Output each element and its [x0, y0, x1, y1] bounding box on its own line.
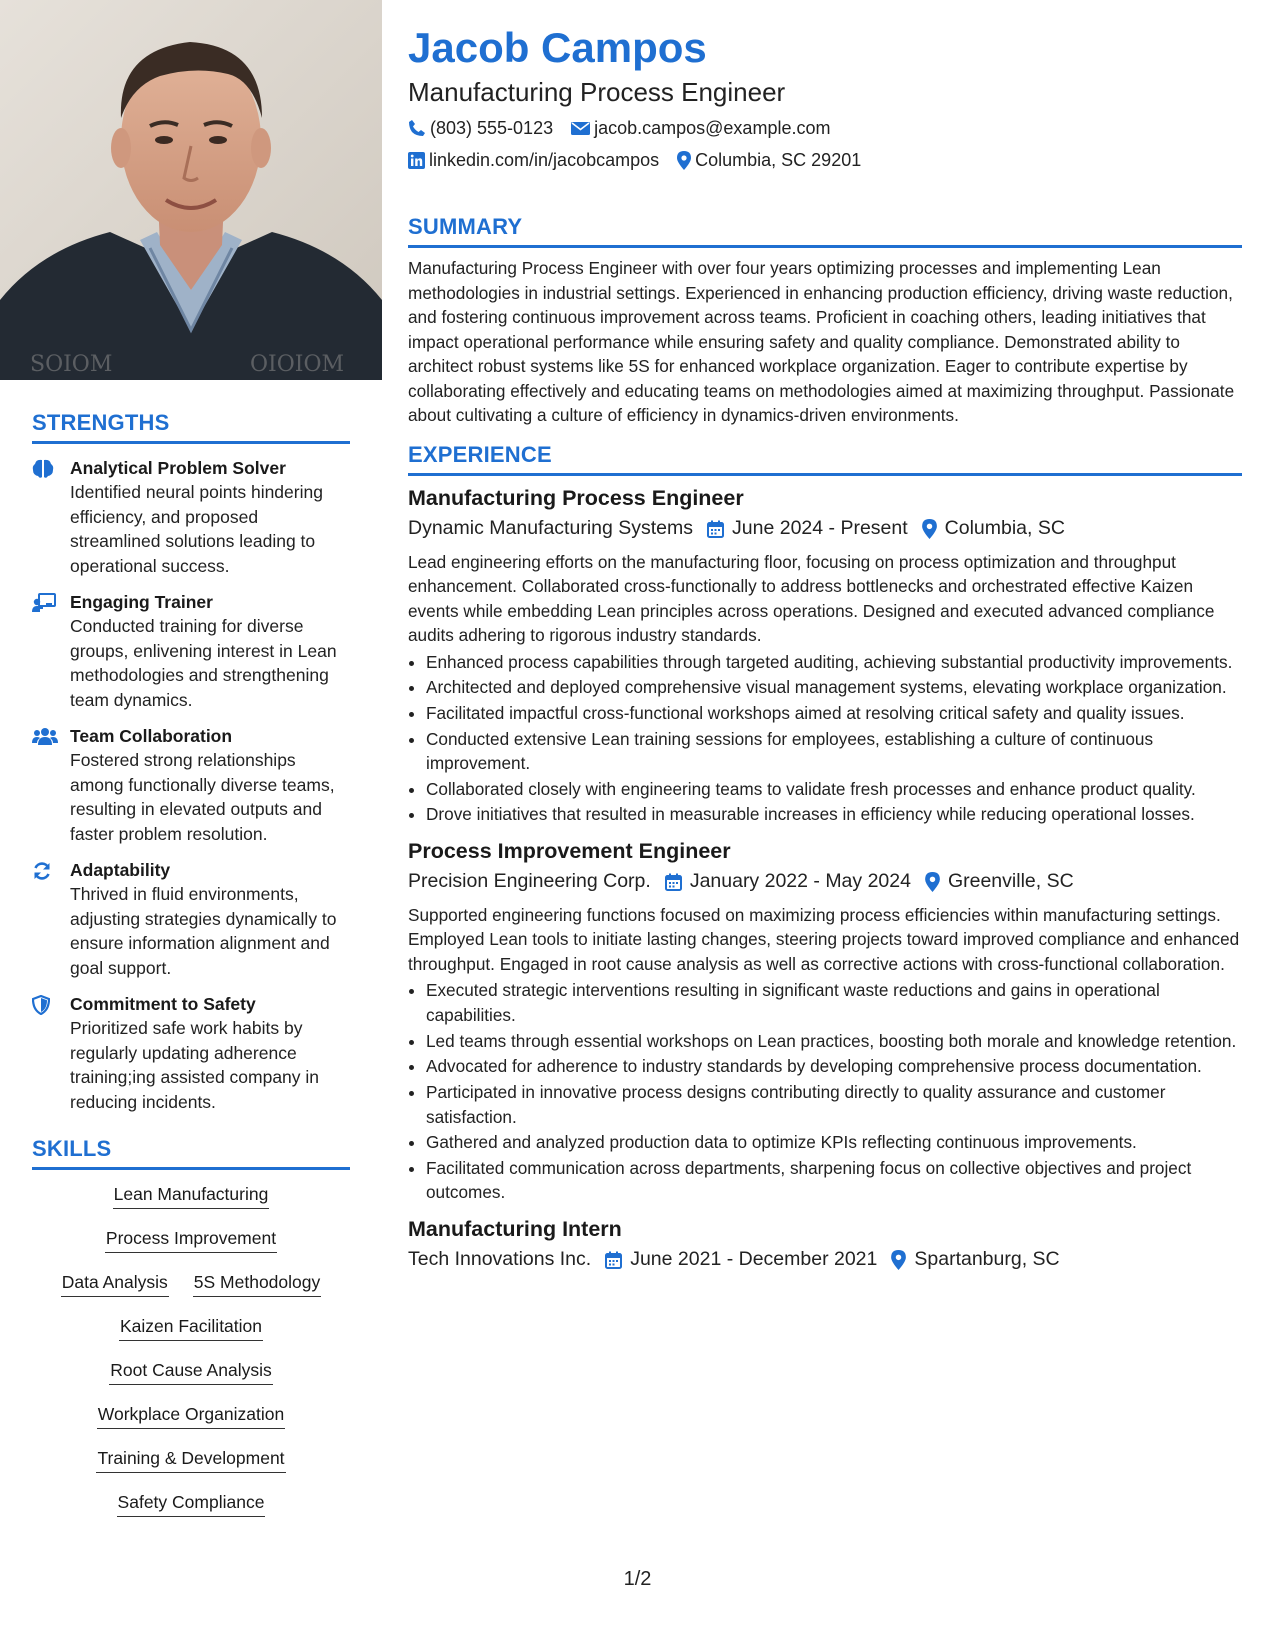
job-title: Manufacturing Process Engineer [408, 485, 744, 510]
job-dates: January 2022 - May 2024 [689, 870, 911, 893]
phone-text: (803) 555-0123 [430, 117, 554, 138]
job-description: Supported engineering functions focused on maximizing process efficiencies within manufacturing settings. Employed Lean tools to initiate lasting changes, steering projects toward improved compliance and enhanced throughput. Engaged in root cause analysis as well as corrective actions with cross-functional collaboration. [408, 904, 1240, 974]
linkedin-text: linkedin.com/in/jacobcampos [429, 149, 660, 170]
job-meta [408, 515, 1242, 543]
watermark-left: SOIOM [30, 352, 113, 377]
email-contact[interactable] [571, 118, 830, 139]
list-item: • Drove initiatives that resulted in measurable increases in efficiency while reducing operational losses. [426, 802, 1242, 827]
experience-heading: EXPERIENCE [408, 442, 1242, 476]
strength-item [32, 456, 350, 578]
job-location: Spartanburg, SC [914, 1248, 1060, 1271]
list-item: • Collaborated closely with engineering teams to validate fresh processes and enhance product quality. [426, 777, 1242, 802]
strength-item [32, 858, 350, 980]
left-column [32, 410, 350, 1534]
candidate-name: Jacob Campos [408, 24, 707, 71]
right-column [408, 22, 1242, 1274]
job-dates: June 2024 - Present [732, 517, 908, 539]
shield-icon [32, 995, 50, 1015]
strength-title: Analytical Problem Solver [70, 458, 286, 478]
skill-tag: Root Cause Analysis [109, 1358, 272, 1385]
job-entry [408, 484, 1242, 827]
list-item: • Executed strategic interventions resulting in significant waste reductions and gains in operational capabilities. [426, 978, 1242, 1027]
job-title: Manufacturing Intern [408, 1216, 622, 1241]
summary-heading: SUMMARY [408, 214, 1242, 248]
list-item: • Advocated for adherence to industry standards by developing comprehensive process documentation. [426, 1054, 1242, 1079]
skill-tag: Kaizen Facilitation [119, 1314, 263, 1341]
strength-desc: Prioritized safe work habits by regularly updating adherence training;ing assisted company in reducing incidents. [70, 1018, 320, 1112]
job-entry [408, 837, 1242, 1205]
list-item: • Gathered and analyzed production data to optimize KPIs reflecting continuous improvements. [426, 1130, 1242, 1155]
strength-title: Engaging Trainer [70, 592, 213, 612]
strength-desc: Thrived in fluid environments, adjusting strategies dynamically to ensure information alignment and goal support. [70, 884, 337, 978]
candidate-title: Manufacturing Process Engineer [408, 77, 786, 107]
list-item: • Architected and deployed comprehensive visual management systems, elevating workplace organization. [426, 675, 1242, 700]
map-pin-icon [891, 1250, 906, 1270]
calendar-icon [665, 873, 682, 891]
strength-title: Adaptability [70, 860, 171, 880]
skills-list [32, 1182, 350, 1517]
job-company: Dynamic Manufacturing Systems [408, 517, 694, 539]
list-item: • Facilitated impactful cross-functional workshops aimed at resolving critical safety and quality issues. [426, 701, 1242, 726]
job-location: Columbia, SC [944, 517, 1065, 539]
sync-icon [32, 861, 52, 881]
page-number: 1/2 [623, 1568, 652, 1590]
job-dates: June 2021 - December 2021 [630, 1248, 878, 1271]
strength-desc: Conducted training for diverse groups, enlivening interest in Lean methodologies and strengthening team dynamics. [70, 616, 337, 710]
list-item: • Conducted extensive Lean training sessions for employees, establishing a culture of continuous improvement. [426, 727, 1242, 776]
contact-row [408, 148, 1242, 172]
map-pin-icon [677, 151, 691, 170]
job-company: Tech Innovations Inc. [408, 1248, 592, 1271]
job-meta [408, 868, 1242, 896]
job-description: Lead engineering efforts on the manufacturing floor, focusing on process optimization and throughput enhancement. Collaborated cross-functionally to address bottlenecks and orchestrated effective Kaizen events while embedding Lean principles across operations. Designed and executed advanced compliance audits adhering to rigorous industry standards. [408, 551, 1215, 645]
watermark-right: OIOIOM [250, 352, 345, 377]
linkedin-icon [408, 152, 425, 169]
phone-contact[interactable] [408, 118, 553, 139]
map-pin-icon [925, 872, 940, 892]
skills-heading: SKILLS [32, 1136, 350, 1170]
skill-tag: Safety Compliance [117, 1490, 266, 1517]
map-pin-icon [922, 519, 937, 539]
skill-tag: Process Improvement [105, 1226, 277, 1253]
strength-title: Team Collaboration [70, 726, 233, 746]
location-text: Columbia, SC 29201 [695, 149, 862, 170]
users-icon [32, 727, 58, 745]
profile-photo [0, 0, 382, 380]
job-bullets [408, 650, 1242, 827]
email-text: jacob.campos@example.com [594, 117, 831, 138]
skill-tag: 5S Methodology [193, 1270, 321, 1297]
skill-tag: Data Analysis [61, 1270, 169, 1297]
list-item: • Enhanced process capabilities through targeted auditing, achieving substantial productivity improvements. [426, 650, 1242, 675]
strength-item [32, 992, 350, 1114]
strength-item [32, 724, 350, 846]
brain-icon [32, 459, 54, 479]
calendar-icon [605, 1251, 622, 1269]
list-item: • Facilitated communication across departments, sharpening focus on collective objectives and project outcomes. [426, 1156, 1242, 1205]
strength-item [32, 590, 350, 712]
linkedin-contact[interactable] [408, 150, 659, 171]
envelope-icon [571, 121, 590, 136]
summary-text: Manufacturing Process Engineer with over four years optimizing processes and implementing Lean methodologies in industrial settings. Experienced in enhancing production efficiency, driving waste reduction, and fostering continuous improvement across teams. Proficient in coaching others, leading initiatives that impact operational performance while ensuring safety and quality compliance. Demonstrated ability to architect robust systems like 5S for enhanced workplace organization. Eager to contribute expertise by collaborating effectively and educating teams on methodologies aimed at maximizing throughput. Passionate about cultivating a culture of efficiency in dynamics-driven environments. [408, 258, 1235, 425]
list-item: • Led teams through essential workshops on Lean practices, boosting both morale and knowledge retention. [426, 1029, 1242, 1054]
contact-row [408, 116, 1242, 140]
job-bullets [408, 978, 1242, 1204]
job-title: Process Improvement Engineer [408, 838, 731, 863]
strengths-heading: STRENGTHS [32, 410, 350, 444]
list-item: • Participated in innovative process designs contributing directly to quality assurance and customer satisfaction. [426, 1080, 1242, 1129]
portrait-illustration [0, 0, 382, 380]
job-entry [408, 1215, 1242, 1274]
job-company: Precision Engineering Corp. [408, 870, 651, 893]
skill-tag: Lean Manufacturing [113, 1182, 270, 1209]
strength-desc: Identified neural points hindering efficiency, and proposed streamlined solutions leading to operational success. [70, 482, 323, 576]
job-meta [408, 1246, 1242, 1274]
job-location: Greenville, SC [947, 870, 1074, 893]
phone-icon [408, 119, 426, 137]
skill-tag: Training & Development [96, 1446, 285, 1473]
location-contact [677, 150, 861, 171]
calendar-icon [707, 520, 724, 538]
strength-title: Commitment to Safety [70, 994, 256, 1014]
skill-tag: Workplace Organization [97, 1402, 285, 1429]
trainer-icon [32, 593, 56, 613]
strength-desc: Fostered strong relationships among functionally diverse teams, resulting in elevated outputs and faster problem resolution. [70, 750, 335, 844]
